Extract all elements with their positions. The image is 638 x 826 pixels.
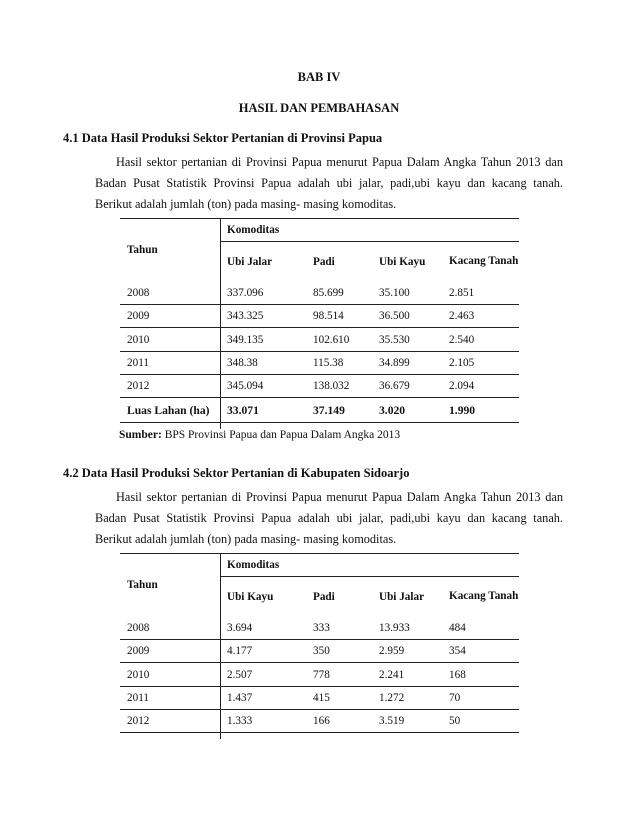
table-cell: 3.020 xyxy=(372,398,442,423)
table-cell: 2.241 xyxy=(372,663,442,687)
table-cell: 2010 xyxy=(120,328,220,352)
column-header: Padi xyxy=(313,255,335,268)
table-cell: 98.514 xyxy=(306,305,372,328)
table-cell: 4.177 xyxy=(220,640,306,663)
table-cell: 1.333 xyxy=(220,710,306,733)
source-text: BPS Provinsi Papua dan Papua Dalam Angka 2013 xyxy=(161,429,401,441)
table-cell: 3.694 xyxy=(220,617,306,640)
table-header-year: Tahun xyxy=(120,554,220,617)
table-cell: 34.899 xyxy=(372,352,442,375)
table-cell: 337.096 xyxy=(220,282,306,305)
table-cell: 2012 xyxy=(120,710,220,733)
table-header-group: Komoditas xyxy=(220,219,519,242)
column-header: Kacang Tanah xyxy=(449,590,519,603)
table-cell: 1.272 xyxy=(372,687,442,710)
table-cell: 2.094 xyxy=(442,375,519,398)
table-cell: 1.990 xyxy=(442,398,519,423)
table-cell: 85.699 xyxy=(306,282,372,305)
table-cell: 33.071 xyxy=(220,398,306,423)
table-cell: 138.032 xyxy=(306,375,372,398)
table-cell: 343.325 xyxy=(220,305,306,328)
table-cell: 2.540 xyxy=(442,328,519,352)
table-cell: 13.933 xyxy=(372,617,442,640)
table-header-year: Tahun xyxy=(120,219,220,282)
paragraph-line: Berikut adalah jumlah (ton) pada masing- masing komoditas. xyxy=(95,532,397,546)
table-cell: 36.679 xyxy=(372,375,442,398)
table-cell: 2008 xyxy=(120,282,220,305)
table-cell: 115.38 xyxy=(306,352,372,375)
table-cell: 354 xyxy=(442,640,519,663)
table-cell: 2.105 xyxy=(442,352,519,375)
column-header: Ubi Jalar xyxy=(227,255,273,268)
table-cell: 2011 xyxy=(120,687,220,710)
table-cell: 37.149 xyxy=(306,398,372,423)
table-cell: 348.38 xyxy=(220,352,306,375)
table-cell: 2009 xyxy=(120,305,220,328)
table-cell: 484 xyxy=(442,617,519,640)
table-cell: 166 xyxy=(306,710,372,733)
table-cell: 2011 xyxy=(120,352,220,375)
table-cell: 1.437 xyxy=(220,687,306,710)
table-cell: 35.100 xyxy=(372,282,442,305)
section-paragraph-papua xyxy=(95,152,563,215)
table-cell: Luas Lahan (ha) xyxy=(120,398,220,423)
column-header: Kacang Tanah xyxy=(449,255,519,268)
table-divider xyxy=(220,553,221,739)
table-cell: 2.507 xyxy=(220,663,306,687)
section-heading-papua: 4.1 Data Hasil Produksi Sektor Pertanian di Provinsi Papua xyxy=(63,131,383,145)
paragraph-line: Berikut adalah jumlah (ton) pada masing- masing komoditas. xyxy=(95,197,397,211)
column-header: Ubi Kayu xyxy=(379,255,426,268)
table-cell: 50 xyxy=(442,710,519,733)
table-cell: 778 xyxy=(306,663,372,687)
table-source-note xyxy=(119,429,400,441)
paragraph-line: Badan Pusat Statistik Provinsi Papua adalah ubi jalar, padi,ubi kayu dan kacang tanah. xyxy=(95,176,563,190)
table-cell: 345.094 xyxy=(220,375,306,398)
section-heading-sidoarjo: 4.2 Data Hasil Produksi Sektor Pertanian di Kabupaten Sidoarjo xyxy=(63,466,410,480)
production-table-papua xyxy=(120,218,519,423)
column-header: Ubi Jalar xyxy=(379,590,425,603)
table-cell: 102.610 xyxy=(306,328,372,352)
chapter-label: BAB IV xyxy=(297,70,341,84)
table-cell: 70 xyxy=(442,687,519,710)
table-cell: 2009 xyxy=(120,640,220,663)
table-cell: 2.959 xyxy=(372,640,442,663)
table-divider xyxy=(220,218,221,429)
table-cell: 168 xyxy=(442,663,519,687)
table-cell: 333 xyxy=(306,617,372,640)
chapter-title: HASIL DAN PEMBAHASAN xyxy=(238,101,400,115)
table-cell: 350 xyxy=(306,640,372,663)
table-cell: 2010 xyxy=(120,663,220,687)
table-cell: 3.519 xyxy=(372,710,442,733)
table-cell: 2008 xyxy=(120,617,220,640)
paragraph-line: Badan Pusat Statistik Provinsi Papua adalah ubi jalar, padi,ubi kayu dan kacang tanah. xyxy=(95,511,563,525)
table-cell: 415 xyxy=(306,687,372,710)
table-cell: 35.530 xyxy=(372,328,442,352)
table-cell: 36.500 xyxy=(372,305,442,328)
table-cell: 2012 xyxy=(120,375,220,398)
table-header-group: Komoditas xyxy=(220,554,519,577)
table-cell: 2.851 xyxy=(442,282,519,305)
table-cell: 349.135 xyxy=(220,328,306,352)
paragraph-line: Hasil sektor pertanian di Provinsi Papua menurut Papua Dalam Angka Tahun 2013 dan xyxy=(116,490,563,504)
source-label: Sumber: xyxy=(119,429,162,441)
section-paragraph-sidoarjo xyxy=(95,487,563,550)
paragraph-line: Hasil sektor pertanian di Provinsi Papua menurut Papua Dalam Angka Tahun 2013 dan xyxy=(116,155,563,169)
column-header: Padi xyxy=(313,590,335,603)
table-cell: 2.463 xyxy=(442,305,519,328)
column-header: Ubi Kayu xyxy=(227,590,274,603)
production-table-sidoarjo xyxy=(120,553,519,733)
